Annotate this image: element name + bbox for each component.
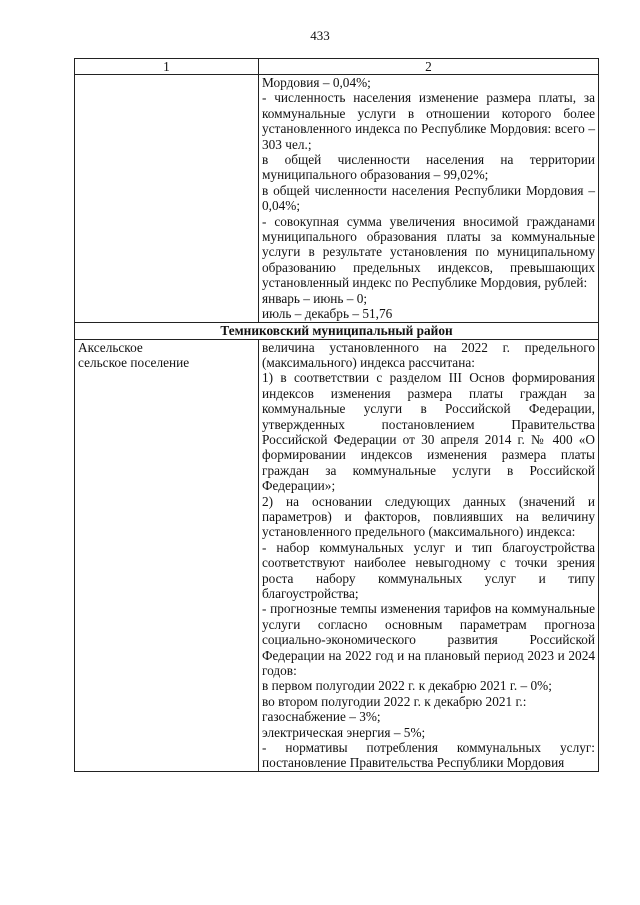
text-paragraph: - нормативы потребления коммунальных услуг: постановление Правительства Республики Мордовия — [262, 740, 595, 771]
column-header-2: 2 — [259, 59, 599, 75]
text-paragraph: 2) на основании следующих данных (значений и параметров) и факторов, повлиявших на величину установленного предельного (максимального) индекса: — [262, 493, 595, 540]
text-paragraph: в общей численности населения Республики Мордовия – 0,04%; — [262, 182, 595, 214]
text-line: газоснабжение – 3%; — [262, 709, 381, 725]
text-line: июль – декабрь – 51,76 — [262, 306, 393, 322]
text-line: во втором полугодии 2022 г. к декабрю 2021 г.: — [262, 693, 527, 709]
text-paragraph: в общей численности населения на территории муниципального образования – 99,02%; — [262, 152, 595, 183]
indicator-text-cell — [259, 75, 599, 323]
document-table — [74, 58, 599, 772]
text-line: январь – июнь – 0; — [262, 290, 368, 306]
text-line: электрическая энергия – 5%; — [262, 724, 426, 740]
text-line: в первом полугодии 2022 г. к декабрю 2021 г. – 0%; — [262, 678, 552, 694]
text-line: Мордовия – 0,04%; — [262, 75, 371, 90]
page-number: 433 — [310, 28, 330, 43]
indicator-text-cell — [259, 339, 599, 771]
text-paragraph: - прогнозные темпы изменения тарифов на коммунальные услуги согласно основным параметрам прогноза социально-экономического развития Российской Федерации на 2022 год и на плановый период 2023 и 2024 годов: — [262, 601, 595, 679]
text-paragraph: величина установленного на 2022 г. предельного (максимального) индекса рассчитана: — [262, 339, 595, 370]
text-paragraph: - численность населения изменение размера платы, за коммунальные услуги в отношении которого более установленного индекса по Республике Мордовия: всего – 303 чел.; — [262, 90, 595, 152]
table-row — [75, 75, 599, 323]
text-paragraph: 1) в соответствии с разделом III Основ формирования индексов изменения размера платы граждан за коммунальные услуги в Российской Федерации, утвержденных постановлением Правительства Российской Федерации от 30 апреля 2014 г. № 400 «О формировании индексов изменения размера платы граждан за коммунальные услуги в Российской Федерации»; — [262, 370, 595, 494]
table-header-row — [75, 59, 599, 75]
text-paragraph: - совокупная сумма увеличения вносимой гражданами муниципального образования платы за коммунальные услуги в результате установления по муниципальному образованию предельных индексов, превышающих установленный индекс по Республике Мордовия, рублей: — [262, 213, 595, 291]
settlement-cell — [75, 339, 259, 771]
section-title: Темниковский муниципальный район — [75, 322, 599, 339]
section-row — [75, 322, 599, 339]
empty-cell — [75, 75, 259, 323]
column-header-1: 1 — [75, 59, 259, 75]
settlement-type: сельское поселение — [78, 354, 190, 370]
text-paragraph: - набор коммунальных услуг и тип благоустройства соответствуют наиболее невыгодному с точки зрения роста набору коммунальных услуг и типу благоустройства; — [262, 539, 595, 601]
settlement-name: Аксельское — [78, 339, 143, 355]
table-row — [75, 339, 599, 771]
